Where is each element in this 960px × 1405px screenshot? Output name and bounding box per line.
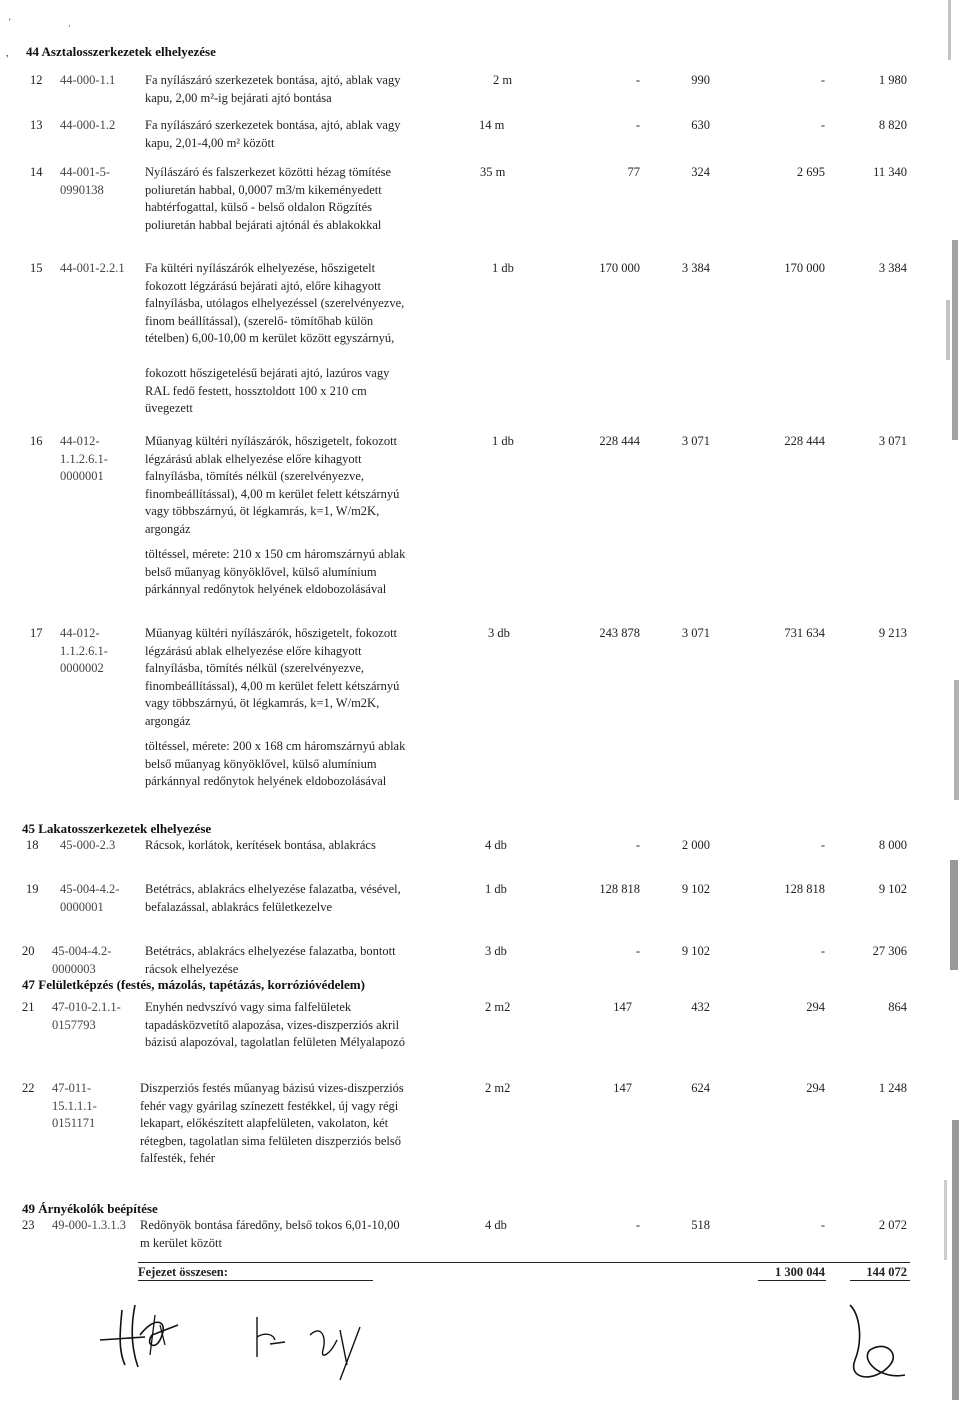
material-total: - [820,944,825,958]
quantity: 2 m2 [485,1081,511,1095]
material-unit-price: - [635,944,640,958]
item-code: 44-012- 1.1.2.6.1- 0000001 [60,434,108,483]
item-code: 45-000-2.3 [60,838,116,852]
row-number: 22 [22,1081,35,1095]
item-code: 44-000-1.2 [60,118,116,132]
row-number: 15 [30,261,43,275]
section-heading-44: 44 Asztalosszerkezetek elhelyezése [26,44,216,59]
labor-total: 9 213 [878,626,907,640]
row-number: 21 [22,1000,35,1014]
labor-total: 8 820 [878,118,907,132]
quantity: 1 db [485,882,507,896]
labor-total: 9 102 [878,882,907,896]
item-description: Műanyag kültéri nyílászárók, hőszigetelt, fokozott légzárású ablak elhelyezése előre kihagyott falnyílásba, tömítés nélkül (szerelvényezve, finombeállítással), 4,00 m kerület felett kétszárnyú vagy többszárnyú, öt légkamrás, k=1, W/m2K, argongáz töltéssel, mérete: 200 x 168 cm háromszárnyú ablak belső műanyag könyöklővel, külső alumínium párkánnyal redőnytok helyének eldobozolásával [145,626,406,788]
material-total: 731 634 [784,626,825,640]
item-code: 49-000-1.3.1.3 [52,1218,126,1232]
item-description: Enyhén nedvszívó vagy sima falfelületek tapadásközvetítő alapozása, vizes-diszperziós akril bázisú alapozóval, tagolatlan felületen Mélyalapozó [145,1000,405,1049]
section-heading-45: 45 Lakatosszerkezetek elhelyezése [22,821,212,836]
material-total: 294 [806,1000,825,1014]
item-code: 44-001-2.2.1 [60,261,125,275]
quantity: 2 m [493,73,513,87]
material-unit-price: - [635,118,640,132]
row-number: 14 [30,165,43,179]
item-code: 44-000-1.1 [60,73,116,87]
stray-mark: · [68,21,71,31]
material-unit-price: - [635,838,640,852]
material-total: 2 695 [796,165,825,179]
summary-material-total: 1 300 044 [775,1265,825,1279]
item-description: Diszperziós festés műanyag bázisú vizes-diszperziós fehér vagy gyárilag színezett festékkel, új vagy régi lekapart, előkészített alapfelületen, vakolaton, két rétegben, tagolatlan sima felületen diszperziós belső falfesték, fehér [140,1081,404,1165]
item-description: Fa nyílászáró szerkezetek bontása, ajtó, ablak vagy kapu, 2,00 m²-ig bejárati ajtó bontása [145,73,401,105]
row-number: 19 [26,882,39,896]
labor-unit-price: 3 071 [681,626,710,640]
material-unit-price: 243 878 [599,626,640,640]
item-description: Rácsok, korlátok, kerítések bontása, ablakrács [145,838,376,852]
labor-unit-price: 990 [691,73,710,87]
material-total: 128 818 [784,882,825,896]
labor-unit-price: 432 [691,1000,710,1014]
summary-top-rule [138,1262,910,1263]
quantity: 14 m [479,118,505,132]
labor-unit-price: 9 102 [681,944,710,958]
labor-total: 864 [888,1000,907,1014]
summary-underline [138,1280,373,1281]
scan-edge-noise [938,0,960,1405]
quantity: 2 m2 [485,1000,511,1014]
signature-2 [245,1312,290,1362]
material-total: - [820,1218,825,1232]
item-description: Műanyag kültéri nyílászárók, hőszigetelt, fokozott légzárású ablak elhelyezése előre kihagyott falnyílásba, tömítés nélkül (szerelvényezve, finombeállítással), 4,00 m kerület felett kétszárnyú vagy többszárnyú, öt légkamrás, k=1, W/m2K, argongáz töltéssel, mérete: 210 x 150 cm háromszárnyú ablak belső műanyag könyöklővel, külső alumínium párkánnyal redőnytok helyének eldobozolásával [145,434,406,596]
item-description: Fa kültéri nyílászárók elhelyezése, hőszigetelt fokozott légzárású bejárati ajtó, előre kihagyott falnyílásba, utólagos elhelyezéssel (szerelvényezve, finom beállítással), (szerelő- tömítőhab külön tételben) 6,00-10,00 m kerület között egyszárnyú, fokozott hőszigetelésű bejárati ajtó, lazúros vagy RAL fedő festett, hossztoldott 100 x 210 cm üvegezett [145,261,405,415]
labor-unit-price: 324 [691,165,710,179]
section-heading-47: 47 Felületképzés (festés, mázolás, tapétázás, korrózióvédelem) [22,977,365,992]
stray-mark: ' [9,17,11,27]
material-total: - [820,118,825,132]
labor-unit-price: 630 [691,118,710,132]
item-description: Nyílászáró és falszerkezet közötti hézag tömítése poliuretán habbal, 0,0007 m3/m kikeményedett habtérfogattal, külső - belső oldalon Rögzítés poliuretán habbal bejárati ajtónál és ablakokkal [145,165,392,232]
item-code: 44-001-5- 0990138 [60,165,110,197]
labor-total: 2 072 [878,1218,907,1232]
summary-material-underline [758,1280,826,1281]
material-unit-price: - [635,1218,640,1232]
material-unit-price: 128 818 [599,882,640,896]
labor-unit-price: 3 071 [681,434,710,448]
row-number: 18 [26,838,39,852]
summary-labor-total: 144 072 [866,1265,907,1279]
labor-total: 1 248 [878,1081,907,1095]
quantity: 3 db [488,626,510,640]
section-heading-49: 49 Árnyékolók beépítése [22,1201,158,1216]
labor-total: 3 384 [878,261,907,275]
material-total: - [820,838,825,852]
signature-1 [80,1295,190,1375]
material-total: - [820,73,825,87]
item-description: Betétrács, ablakrács elhelyezése falazatba, bontott rácsok elhelyezése [145,944,396,976]
signature-3 [305,1315,375,1385]
labor-total: 1 980 [878,73,907,87]
material-unit-price: 147 [613,1081,632,1095]
material-unit-price: - [635,73,640,87]
item-description: Fa nyílászáró szerkezetek bontása, ajtó, ablak vagy kapu, 2,01-4,00 m² között [145,118,401,150]
labor-total: 11 340 [873,165,907,179]
stray-mark: , [6,48,9,59]
item-description: Redőnyök bontása fáredőny, belső tokos 6,01-10,00 m kerület között [140,1218,400,1250]
labor-unit-price: 518 [691,1218,710,1232]
item-code: 47-011- 15.1.1.1- 0151171 [52,1081,97,1130]
labor-total: 27 306 [872,944,907,958]
item-code: 44-012- 1.1.2.6.1- 0000002 [60,626,108,675]
quantity: 3 db [485,944,507,958]
row-number: 17 [30,626,43,640]
material-unit-price: 77 [627,165,640,179]
quantity: 4 db [485,838,507,852]
material-unit-price: 170 000 [599,261,640,275]
labor-unit-price: 624 [691,1081,710,1095]
material-total: 170 000 [784,261,825,275]
labor-unit-price: 9 102 [681,882,710,896]
summary-label: Fejezet összesen: [138,1265,228,1279]
quantity: 4 db [485,1218,507,1232]
material-unit-price: 147 [613,1000,632,1014]
labor-unit-price: 3 384 [681,261,710,275]
item-description: Betétrács, ablakrács elhelyezése falazatba, vésével, befalazással, ablakrács felületkezelve [145,882,401,914]
material-unit-price: 228 444 [599,434,640,448]
item-code: 47-010-2.1.1- 0157793 [52,1000,121,1032]
labor-total: 8 000 [878,838,907,852]
quantity: 1 db [492,261,514,275]
row-number: 20 [22,944,35,958]
item-code: 45-004-4.2- 0000001 [60,882,120,914]
signature-4 [835,1295,915,1390]
labor-unit-price: 2 000 [681,838,710,852]
material-total: 294 [806,1081,825,1095]
row-number: 13 [30,118,43,132]
row-number: 23 [22,1218,35,1232]
item-code: 45-004-4.2- 0000003 [52,944,112,976]
quantity: 35 m [480,165,506,179]
summary-labor-underline [850,1280,910,1281]
quantity: 1 db [492,434,514,448]
row-number: 12 [30,73,43,87]
row-number: 16 [30,434,43,448]
labor-total: 3 071 [878,434,907,448]
material-total: 228 444 [784,434,825,448]
